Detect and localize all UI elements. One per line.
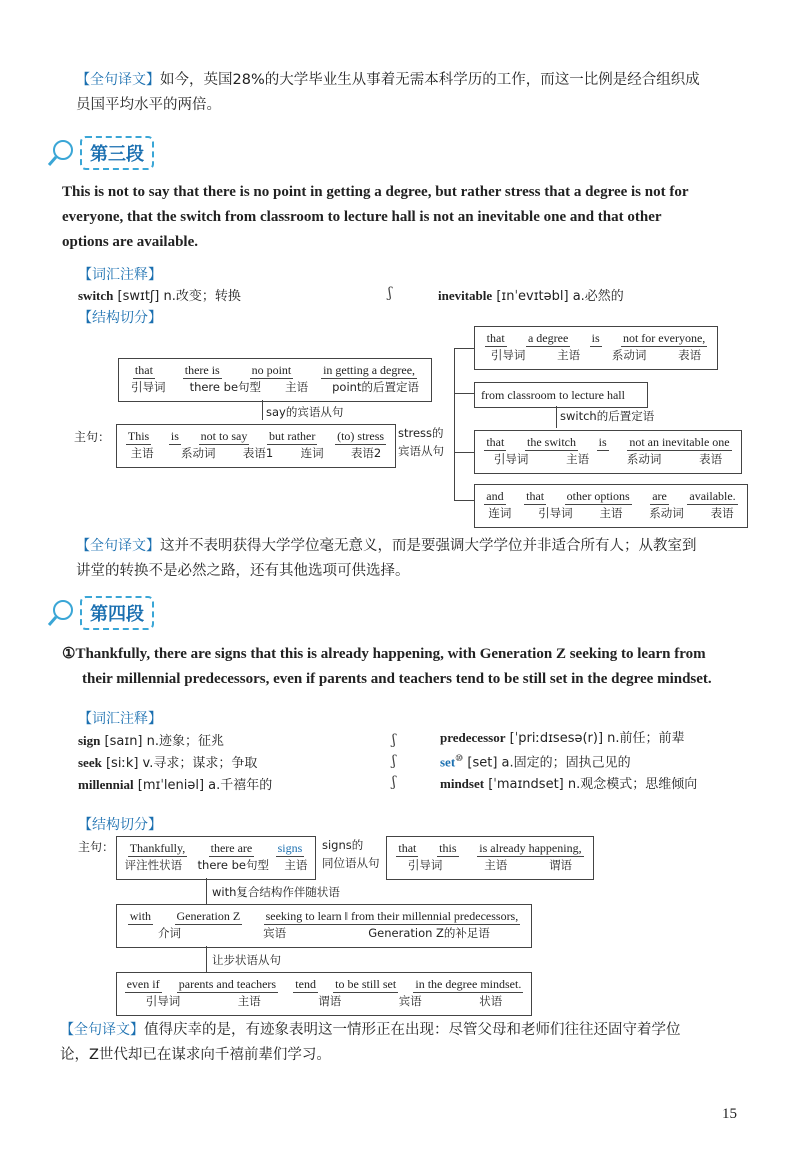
bracket-line bbox=[454, 348, 474, 349]
translation-text: 员国平均水平的两倍。 bbox=[76, 97, 221, 113]
page-number: 15 bbox=[722, 1106, 737, 1122]
annotation: stress的 宾语从句 bbox=[398, 426, 444, 458]
connector-line bbox=[206, 946, 207, 972]
translation-text: 如今，英国28%的大学毕业生从事着无需本科学历的工作，而这一比例是经合组织成 bbox=[160, 72, 700, 88]
translation-paragraph-1 bbox=[76, 68, 756, 118]
structure-tag: 【结构切分】 bbox=[78, 310, 162, 326]
bracket-line bbox=[454, 452, 474, 453]
translation-tag: 【全句译文】 bbox=[76, 72, 160, 88]
clause-box: with Generation Z seeking to learn ‖ from their millennial predecessors, 介词 宾语 Generation Z的补足语 bbox=[116, 904, 532, 948]
translation-paragraph: 【全句译文】这并不表明获得大学学位毫无意义，而是要强调大学学位并非适合所有人；从教室到 讲堂的转换不是必然之路，还有其他选项可供选择。 bbox=[76, 538, 697, 579]
connector-line bbox=[262, 400, 263, 420]
sentence-english: This is not to say that there is no point in getting a degree, but rather stress that a degree is not for everyone, that the switch from classroom to lecture hall is not an inevitable one and that other options are available. bbox=[62, 184, 689, 250]
vocab-item: mindset [ˈmaɪndset] n.观念模式；思维倾向 bbox=[440, 776, 698, 793]
clause-box: that the switch is not an inevitable one 引导词 主语 系动词 表语 bbox=[474, 430, 742, 474]
clause-box: that this is already happening, 引导词 主语 谓语 bbox=[386, 836, 594, 880]
section-4-header bbox=[46, 596, 154, 630]
clause-box: even if parents and teachers tend to be still set in the degree mindset. 引导词 主语 谓语 宾语 状语 bbox=[116, 972, 532, 1016]
annotation: switch的后置定语 bbox=[560, 409, 655, 423]
annotation: say的宾语从句 bbox=[266, 405, 344, 419]
vocab-item: predecessor [ˈpriːdɪsesə(r)] n.前任；前辈 bbox=[440, 730, 685, 746]
vocab-item: sign [saɪn] n.迹象；征兆 bbox=[78, 733, 225, 749]
vocab-item: inevitable [ɪnˈevɪtəbl] a.必然的 bbox=[438, 288, 624, 304]
sentence-english: ①Thankfully, there are signs that this is already happening, with Generation Z seeking to learn from their millennial predecessors, even if parents and teachers tend to be still set in the degree mindset. bbox=[62, 646, 712, 687]
vocab-item: millennial [mɪˈleniəl] a.千禧年的 bbox=[78, 777, 273, 793]
annotation: signs的 同位语从句 bbox=[322, 838, 380, 870]
annotation: with复合结构作伴随状语 bbox=[212, 885, 340, 899]
main-clause-label: 主句： bbox=[78, 840, 115, 854]
vocab-item: switch [swɪtʃ] n.改变；转换 bbox=[78, 288, 241, 304]
clause-box: Thankfully, there are signs 评注性状语 there be句型 主语 bbox=[116, 836, 316, 880]
vocab-item: set⑩ [set] a.固定的；固执己见的 bbox=[440, 754, 631, 771]
translation-paragraph: 【全句译文】值得庆幸的是，有迹象表明这一情形正在出现：尽管父母和老师们往往还固守着学位 论，Z世代却已在谋求向千禧前辈们学习。 bbox=[60, 1022, 681, 1063]
magnifier-icon bbox=[46, 598, 76, 628]
magnifier-icon bbox=[46, 138, 76, 168]
translation-tag: 【全句译文】 bbox=[76, 538, 160, 554]
main-clause-label: 主句： bbox=[74, 430, 111, 444]
clause-box: This is not to say but rather (to) stress 主语 系动词 表语1 连词 表语2 bbox=[116, 424, 396, 468]
bracket-line bbox=[454, 348, 455, 500]
vocab-item: seek [siːk] v.寻求；谋求；争取 bbox=[78, 755, 258, 771]
wavy-divider: ʃ bbox=[388, 285, 392, 301]
vocab-tag: 【词汇注释】 bbox=[78, 267, 162, 283]
connector-line bbox=[206, 878, 207, 904]
clause-box: and that other options are available. 连词 引导词 主语 系动词 表语 bbox=[474, 484, 748, 528]
annotation: 让步状语从句 bbox=[212, 953, 281, 967]
clause-box: from classroom to lecture hall bbox=[474, 382, 648, 408]
connector-line bbox=[556, 406, 557, 428]
bracket-line bbox=[454, 500, 474, 501]
clause-box: that a degree is not for everyone, 引导词 主语 系动词 表语 bbox=[474, 326, 718, 370]
vocab-list-left bbox=[78, 730, 272, 796]
structure-tag: 【结构切分】 bbox=[78, 817, 162, 833]
section-title: 第三段 bbox=[80, 136, 154, 170]
section-3-header bbox=[46, 136, 154, 170]
bracket-line bbox=[454, 393, 474, 394]
clause-box: that there is no point in getting a degree, 引导词 there be句型 主语 point的后置定语 bbox=[118, 358, 432, 402]
wavy-divider: ʃ ʃ ʃ bbox=[392, 732, 396, 790]
vocab-list-right bbox=[440, 727, 697, 795]
vocab-tag: 【词汇注释】 bbox=[78, 711, 162, 727]
translation-tag: 【全句译文】 bbox=[60, 1022, 144, 1038]
section-title: 第四段 bbox=[80, 596, 154, 630]
